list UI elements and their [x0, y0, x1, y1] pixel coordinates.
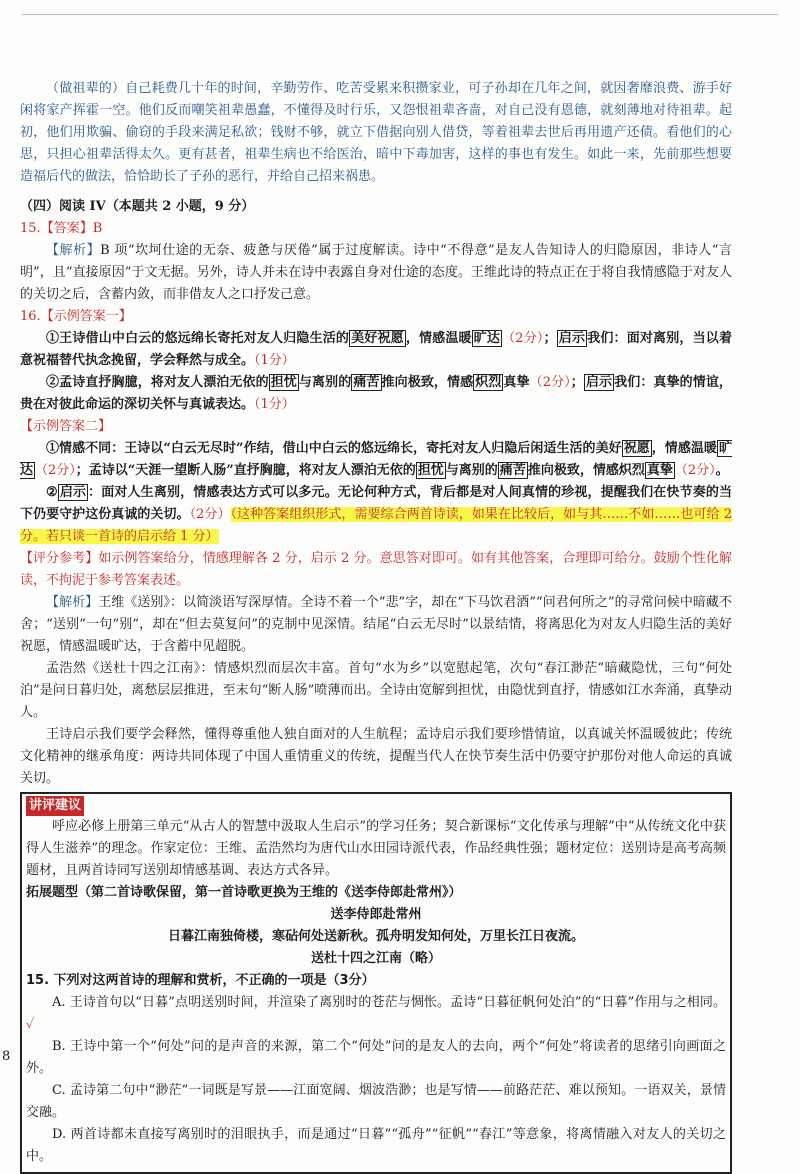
text-run: ，情感温暖: [651, 441, 717, 456]
q15-answer: [20, 218, 732, 240]
text-run: ；: [570, 375, 584, 390]
q15-analysis: [20, 240, 732, 306]
score-mark: （2分）: [189, 507, 231, 522]
text-run: 。: [715, 463, 729, 478]
scoring-text: 如示例答案给分，情感理解各 2 分，启示 2 分。意思答对即可。如有其他答案，合理即可给分。鼓励个性化解读，不拘泥于参考答案表述。: [20, 551, 732, 588]
review-box: [20, 792, 732, 1174]
text-run: ；孟诗以“天涯一望断人肠”直抒胸臆，将对友人漂泊无依的: [75, 463, 416, 478]
q16-analysis-3: 王诗启示我们要学会释然，懂得尊重他人独自面对的人生航程；孟诗启示我们要珍惜情谊，以真诚关怀温暖彼此；传统文化精神的继承角度：两诗共同体现了中国人重情重义的传统，提醒当代人在快节奏生活中仍要守护那份对他人命运的真诚关切。: [20, 727, 732, 786]
option-a-text: A. 王诗首句以“日暮”点明送别时间，并渲染了离别时的苍茫与惆怅。孟诗“日暮征帆何处泊”的“日暮”作用与之相同。: [52, 995, 726, 1010]
text-run: ：面对人生离别，情感表达方式可以多元。无论何种方式，背后都是对人间真情的珍视，提醒我们在快节奏的当下仍要守护这份真诚的关切。: [20, 485, 732, 522]
page-number: 8: [2, 1049, 11, 1064]
option-d: D. 两首诗都未直接写离别时的泪眼执手，而是通过“日暮”“孤舟”“征帆”“春江”等意象，将离情融入对友人的关切之中。: [26, 1127, 726, 1164]
boxed-keyword: 旷达: [20, 441, 732, 478]
boxed-keyword: 启示: [585, 375, 613, 390]
q16-analysis-1: [20, 592, 732, 658]
boxed-keyword: 旷达: [473, 331, 501, 346]
extension-title: 拓展题型（第二首诗歌保留，第一首诗歌更换为王维的《送李侍郎赴常州》）: [26, 885, 462, 900]
q16-example2-point2: [20, 482, 732, 548]
score-mark: （1分）: [254, 353, 295, 368]
score-mark: （2分）: [502, 331, 544, 346]
score-mark: （1分）: [254, 397, 295, 412]
translation-paragraph: （做祖辈的）自己耗费几十年的时间，辛勤劳作、吃苦受累来积攒家业，可子孙却在几年之间，就因奢靡浪费、游手好闲将家产挥霍一空。他们反而嘲笑祖辈愚蠢，不懂得及时行乐，又怨恨祖辈吝啬，对自己没有恩德，就刻薄地对待祖辈。起初，他们用欺骗、偷窃的手段来满足私欲；钱财不够，就立下借据向别人借贷，等着祖辈去世后再用遗产还债。看他们的心思，只担心祖辈活得太久。更有甚者，祖辈生病也不给医治，暗中下毒加害，这样的事也有发生。如此一来，先前那些想要造福后代的做法，恰恰助长了子孙的恶行，并给自己招来祸患。: [20, 81, 732, 184]
boxed-keyword: 启示: [558, 331, 586, 346]
boxed-keyword: 痛苦: [499, 463, 526, 478]
q16-example2-tag: 【示例答案二】: [20, 419, 112, 434]
boxed-keyword: 炽烈: [475, 375, 502, 390]
option-c: C. 孟诗第二句中“渺茫”一词既是写景——江面宽阔、烟波浩渺；也是写情——前路茫茫、难以预知。一语双关，景情交融。: [26, 1083, 726, 1120]
score-mark: （2分）: [674, 463, 716, 478]
q16-example2-header: [20, 416, 732, 438]
text-run: ；: [543, 331, 557, 346]
text-run: 真挚: [503, 375, 530, 390]
q16-example1-point2: [20, 372, 732, 416]
text-run: 我们：面对离别，当以着意祝福替代执念挽留，学会释然与成全。: [20, 331, 732, 368]
boxed-keyword: 真挚: [646, 463, 673, 478]
text-run: 推向极致，情感: [381, 375, 474, 390]
review-paragraph: 呼应必修上册第三单元“从古人的智慧中汲取人生启示”的学习任务；契合新课标“文化传承与理解”中“从传统文化中获得人生滋养”的理念。作家定位：王维、孟浩然均为唐代山水田园诗派代表，作品经典性强；题材定位：送别诗是高考高频题材，且两首诗同写送别却情感基调、表达方式各异。: [26, 819, 726, 878]
boxed-keyword: 担忧: [417, 463, 444, 478]
q16-scoring: [20, 548, 732, 592]
q16-analysis-2: 孟浩然《送杜十四之江南》：情感炽烈而层次丰富。首句“水为乡”以宽慰起笔，次句“春江渺茫”暗藏隐忧，三句“何处泊”是问日暮归处，离愁层层推进，至末句“断人肠”喷薄而出。全诗由宽解到担忧，由隐忧到直抒，情感如江水奔涌，真挚动人。: [20, 661, 732, 720]
q16-example1-tag: 【示例答案一】: [40, 309, 132, 324]
q15-answer-tag: 【答案】: [40, 221, 93, 236]
boxed-keyword: 祝愿: [623, 441, 650, 456]
score-mark: （2分）: [35, 463, 76, 478]
q16-example1-point1: [20, 328, 732, 372]
q16-number: 16.: [20, 309, 41, 324]
boxed-keyword: 痛苦: [353, 375, 380, 390]
poem-line: 日暮江南独倚楼，寒砧何处送新秋。孤舟明发知何处，万里长江日夜流。: [167, 929, 584, 944]
q15-number: 15.: [20, 221, 41, 236]
text-run: ②孟诗直抒胸臆，将对友人漂泊无依的: [46, 375, 269, 390]
score-mark: （2分）: [529, 375, 571, 390]
text-run: ②: [46, 485, 58, 500]
text-run: 与离别的: [445, 463, 498, 478]
top-rule: [22, 14, 778, 15]
q16-analysis-tag: 【解析】: [46, 595, 99, 610]
text-run: 我们：真挚的情谊，贵在对彼此命运的深切关怀与真诚表达。: [20, 375, 732, 412]
q16-example2-point1: [20, 438, 732, 482]
option-a: [26, 992, 726, 1036]
review-tag: 讲评建议: [26, 796, 84, 816]
section-title: （四）阅读 IV（本题共 2 小题，9 分）: [20, 199, 255, 214]
poem-title: 送李侍郎赴常州: [330, 907, 422, 922]
boxed-keyword: 美好祝愿: [351, 331, 404, 346]
text-run: 推向极致，情感炽烈: [527, 463, 645, 478]
boxed-keyword: 担忧: [270, 375, 297, 390]
text-run: ①情感不同：王诗以“白云无尽时”作结，借山中白云的悠远绵长，寄托对友人归隐后闲适生活的美好: [46, 441, 622, 456]
q15-analysis-tag: 【解析】: [46, 243, 101, 258]
highlighted-note: （这种答案组织形式，需要综合两首诗读，如果在比较后，如与其……不如……也可给 2 分。若只谈一首诗的启示给 1 分）: [20, 507, 732, 544]
scoring-tag: 【评分参考】: [20, 551, 99, 566]
analysis-text: 王维《送别》：以简淡语写深厚情。全诗不着一个“悲”字，却在“下马饮君酒”“问君何所之”的寻常问候中暗藏不舍；“送别”一句“别”，却在“但去莫复问”的克制中见深情。结尾“白云无尽时”以景结情，将离思化为对友人归隐生活的美好祝愿，情感温暖旷达，于含蓄中见超脱。: [20, 595, 732, 654]
document-page: [20, 78, 732, 1174]
q15-analysis-text: B 项“坎坷仕途的无奈、疲惫与厌倦”属于过度解读。诗中“不得意”是友人告知诗人的归隐原因，非诗人“言明”，且“直接原因”于文无据。另外，诗人并未在诗中表露自身对仕途的态度。王维此诗的特点正在于将自我情感隐于对友人的关切之后，含蓄内敛，而非借友人之口抒发己意。: [20, 243, 732, 302]
option-b: B. 王诗中第一个“何处”问的是声音的来源，第二个“何处”问的是友人的去向，两个“何处”将读者的思绪引向画面之外。: [26, 1039, 726, 1076]
text-run: 与离别的: [298, 375, 352, 390]
check-mark-icon: ✓: [26, 1017, 35, 1032]
boxed-keyword: 启示: [59, 485, 87, 500]
poem2-title: 送杜十四之江南（略）: [310, 951, 441, 966]
text-run: ，情感温暖: [405, 331, 472, 346]
text-run: ①王诗借山中白云的悠远绵长寄托对友人归隐生活的: [46, 331, 350, 346]
q15-answer-value: B: [92, 221, 103, 236]
q16-example1-header: [20, 306, 732, 328]
question-title: 15. 下列对这两首诗的理解和赏析，不正确的一项是（3分）: [26, 973, 375, 988]
